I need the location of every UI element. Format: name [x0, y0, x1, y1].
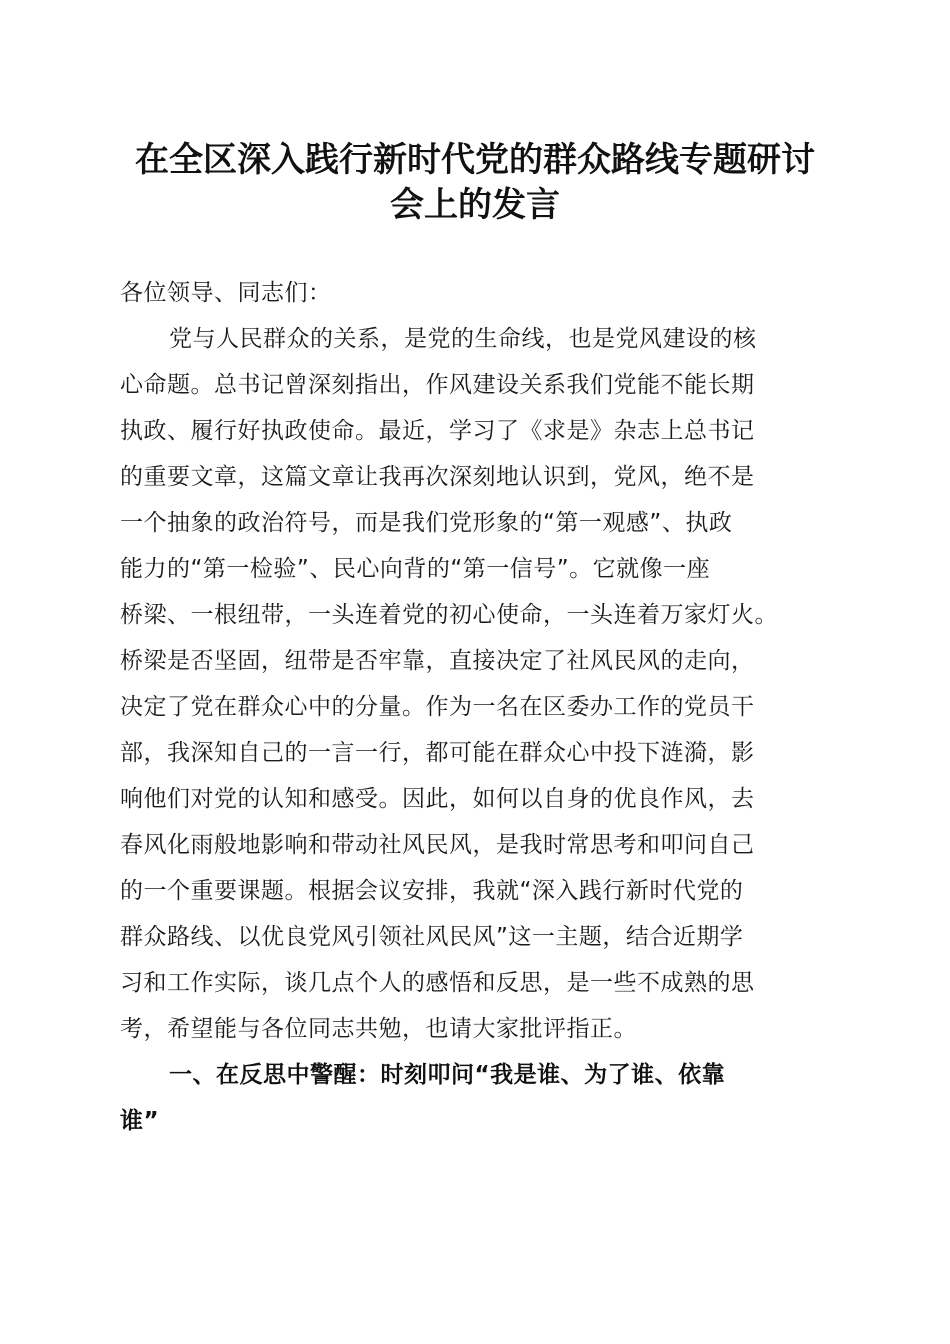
paragraph-line: 春风化雨般地影响和带动社风民风，是我时常思考和叩问自己: [120, 832, 755, 858]
paragraph-line: 一个抽象的政治符号，而是我们党形象的“第一观感”、执政: [120, 510, 733, 536]
title-line: 在全区深入践行新时代党的群众路线专题研讨: [135, 140, 815, 180]
paragraph-line: 群众路线、以优良党风引领社风民风”这一主题，结合近期学: [120, 924, 744, 950]
paragraph-line: 响他们对党的认知和感受。因此，如何以自身的优良作风，去: [120, 786, 755, 812]
paragraph-line: 决定了党在群众心中的分量。作为一名在区委办工作的党员干: [120, 694, 755, 720]
paragraph-line: 的重要文章，这篇文章让我再次深刻地认识到，党风，绝不是: [120, 464, 755, 490]
paragraph-line: 心命题。总书记曾深刻指出，作风建设关系我们党能不能长期: [120, 372, 755, 398]
intro-paragraph: [120, 316, 832, 1052]
paragraph-line: 能力的“第一检验”、民心向背的“第一信号”。它就像一座: [120, 556, 711, 582]
title-line: 会上的发言: [390, 185, 560, 225]
section-heading: [120, 1052, 832, 1144]
paragraph-line: 桥梁是否坚固，纽带是否牢靠，直接决定了社风民风的走向，: [120, 648, 755, 674]
paragraph-line: 的一个重要课题。根据会议安排，我就“深入践行新时代党的: [120, 878, 744, 904]
paragraph-line: 执政、履行好执政使命。最近，学习了《求是》杂志上总书记: [120, 418, 755, 444]
paragraph-line: 习和工作实际，谈几点个人的感悟和反思，是一些不成熟的思: [120, 970, 755, 996]
paragraph-line: 考，希望能与各位同志共勉，也请大家批评指正。: [120, 1016, 637, 1042]
document-body: [120, 270, 832, 1144]
paragraph-line: 桥梁、一根纽带，一头连着党的初心使命，一头连着万家灯火。: [120, 602, 778, 628]
document-title: [100, 138, 850, 228]
salutation: 各位领导、同志们：: [120, 280, 332, 306]
section-heading-line: 谁”: [120, 1108, 160, 1134]
paragraph-line: 部，我深知自己的一言一行，都可能在群众心中投下涟漪，影: [120, 740, 755, 766]
section-heading-line: 一、在反思中警醒：时刻叩问“我是谁、为了谁、依靠: [169, 1062, 726, 1088]
paragraph-line: 党与人民群众的关系，是党的生命线，也是党风建设的核: [169, 326, 757, 352]
